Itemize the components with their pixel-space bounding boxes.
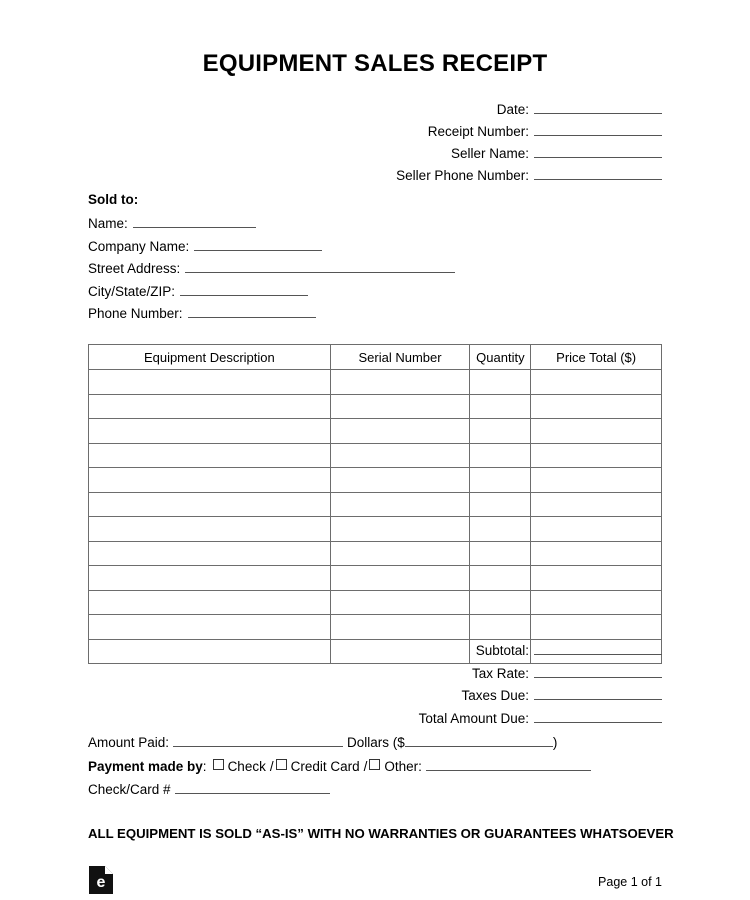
table-row xyxy=(89,394,662,419)
field-total-amount-due-input[interactable] xyxy=(534,709,662,723)
field-buyer-name-input[interactable] xyxy=(133,214,256,228)
table-row xyxy=(89,443,662,468)
field-tax-rate-label: Tax Rate: xyxy=(471,665,529,681)
cell-serial-number[interactable] xyxy=(330,468,470,493)
separator-1: / xyxy=(269,758,274,774)
amount-paid-numeric-input[interactable] xyxy=(405,733,553,747)
field-company-name xyxy=(88,237,648,260)
amount-paid-label: Amount Paid: xyxy=(88,735,170,750)
cell-serial-number[interactable] xyxy=(330,492,470,517)
field-street-address xyxy=(88,259,648,282)
cell-quantity[interactable] xyxy=(470,394,531,419)
checkbox-other[interactable] xyxy=(369,759,380,770)
field-seller-name-input[interactable] xyxy=(534,144,662,158)
option-other-label: Other: xyxy=(384,758,422,774)
cell-quantity[interactable] xyxy=(470,615,531,640)
field-total-amount-due xyxy=(90,709,662,732)
field-date xyxy=(90,100,662,122)
table-row xyxy=(89,468,662,493)
page-number: Page 1 of 1 xyxy=(598,875,662,889)
table-row xyxy=(89,370,662,395)
svg-text:e: e xyxy=(96,874,106,891)
cell-equipment-description[interactable] xyxy=(89,468,331,493)
cell-price-total[interactable] xyxy=(531,419,662,444)
field-street-address-label: Street Address: xyxy=(88,261,181,276)
table-row xyxy=(89,566,662,591)
field-buyer-name-label: Name: xyxy=(88,216,128,231)
option-check-label: Check xyxy=(227,758,266,774)
field-company-name-input[interactable] xyxy=(194,237,322,251)
eforms-document-icon xyxy=(89,866,113,894)
amount-paid-words-input[interactable] xyxy=(173,733,343,747)
field-subtotal-label: Subtotal: xyxy=(475,643,529,658)
cell-quantity[interactable] xyxy=(470,492,531,517)
column-header-equipment-description: Equipment Description xyxy=(89,345,331,370)
field-subtotal xyxy=(90,641,662,664)
header-fields-group xyxy=(90,100,662,188)
column-header-quantity: Quantity xyxy=(470,345,531,370)
cell-quantity[interactable] xyxy=(470,468,531,493)
option-credit-card-label: Credit Card xyxy=(290,758,360,774)
field-subtotal-input[interactable] xyxy=(534,641,662,655)
field-tax-rate xyxy=(90,664,662,687)
cell-price-total[interactable] xyxy=(531,566,662,591)
table-row xyxy=(89,492,662,517)
check-card-number-row xyxy=(88,780,668,804)
field-buyer-name xyxy=(88,214,648,237)
column-header-serial-number: Serial Number xyxy=(330,345,470,370)
table-row xyxy=(89,590,662,615)
field-city-state-zip-input[interactable] xyxy=(180,282,308,296)
field-seller-name-label: Seller Name: xyxy=(450,146,529,161)
table-row xyxy=(89,419,662,444)
cell-serial-number[interactable] xyxy=(330,590,470,615)
cell-equipment-description[interactable] xyxy=(89,517,331,542)
cell-price-total[interactable] xyxy=(531,615,662,640)
cell-quantity[interactable] xyxy=(470,566,531,591)
cell-equipment-description[interactable] xyxy=(89,443,331,468)
option-other-input[interactable] xyxy=(426,757,591,771)
sold-to-heading: Sold to: xyxy=(88,192,139,207)
cell-serial-number[interactable] xyxy=(330,541,470,566)
cell-serial-number[interactable] xyxy=(330,370,470,395)
field-city-state-zip xyxy=(88,282,648,305)
cell-price-total[interactable] xyxy=(531,590,662,615)
cell-equipment-description[interactable] xyxy=(89,590,331,615)
payment-made-by-label: Payment made by xyxy=(88,758,203,774)
amount-paid-row xyxy=(88,733,668,757)
payment-method-row xyxy=(88,757,668,781)
separator-2: / xyxy=(363,758,368,774)
cell-serial-number[interactable] xyxy=(330,394,470,419)
table-row xyxy=(89,541,662,566)
field-company-name-label: Company Name: xyxy=(88,238,190,254)
cell-equipment-description[interactable] xyxy=(89,615,331,640)
cell-equipment-description[interactable] xyxy=(89,541,331,566)
cell-price-total[interactable] xyxy=(531,492,662,517)
cell-price-total[interactable] xyxy=(531,443,662,468)
field-receipt-number-input[interactable] xyxy=(534,122,662,136)
cell-equipment-description[interactable] xyxy=(89,492,331,517)
cell-price-total[interactable] xyxy=(531,394,662,419)
cell-equipment-description[interactable] xyxy=(89,394,331,419)
table-row xyxy=(89,517,662,542)
cell-serial-number[interactable] xyxy=(330,517,470,542)
cell-quantity[interactable] xyxy=(470,590,531,615)
field-buyer-phone-input[interactable] xyxy=(188,304,316,318)
column-header-price-total: Price Total ($) xyxy=(531,345,662,370)
cell-quantity[interactable] xyxy=(470,419,531,444)
cell-price-total[interactable] xyxy=(531,468,662,493)
field-seller-phone-input[interactable] xyxy=(534,166,662,180)
as-is-disclaimer: ALL EQUIPMENT IS SOLD “AS-IS” WITH NO WARRANTIES OR GUARANTEES WHATSOEVER xyxy=(88,826,674,841)
cell-quantity[interactable] xyxy=(470,370,531,395)
payment-section xyxy=(88,733,668,804)
checkbox-check[interactable] xyxy=(213,759,224,770)
field-buyer-phone-label: Phone Number: xyxy=(88,306,183,321)
field-receipt-number-label: Receipt Number: xyxy=(427,124,529,139)
sold-to-section xyxy=(88,192,648,327)
field-taxes-due-label: Taxes Due: xyxy=(461,688,529,703)
cell-price-total[interactable] xyxy=(531,370,662,395)
field-seller-phone-label: Seller Phone Number: xyxy=(396,168,529,183)
table-row xyxy=(89,615,662,640)
cell-quantity[interactable] xyxy=(470,443,531,468)
cell-equipment-description[interactable] xyxy=(89,370,331,395)
cell-equipment-description[interactable] xyxy=(89,419,331,444)
field-seller-name xyxy=(90,144,662,166)
table-header-row xyxy=(89,345,662,370)
field-date-input[interactable] xyxy=(534,100,662,114)
field-date-label: Date: xyxy=(496,102,529,117)
field-taxes-due xyxy=(90,686,662,709)
dollars-close-paren: ) xyxy=(552,735,558,750)
totals-section xyxy=(90,641,662,731)
field-city-state-zip-label: City/State/ZIP: xyxy=(88,283,176,299)
check-card-number-label: Check/Card # xyxy=(88,782,171,797)
cell-quantity[interactable] xyxy=(470,541,531,566)
cell-equipment-description[interactable] xyxy=(89,566,331,591)
cell-serial-number[interactable] xyxy=(330,615,470,640)
cell-serial-number[interactable] xyxy=(330,566,470,591)
field-street-address-input[interactable] xyxy=(185,259,455,273)
cell-serial-number[interactable] xyxy=(330,419,470,444)
dollars-label: Dollars ($ xyxy=(347,735,405,750)
equipment-items-table xyxy=(88,344,662,664)
table-body xyxy=(89,370,662,664)
cell-quantity[interactable] xyxy=(470,517,531,542)
checkbox-credit-card[interactable] xyxy=(276,759,287,770)
check-card-number-input[interactable] xyxy=(175,780,330,794)
cell-price-total[interactable] xyxy=(531,517,662,542)
field-total-amount-due-label: Total Amount Due: xyxy=(418,710,529,726)
payment-made-by-colon: : xyxy=(202,758,207,774)
page-title: EQUIPMENT SALES RECEIPT xyxy=(202,50,548,77)
cell-price-total[interactable] xyxy=(531,541,662,566)
field-taxes-due-input[interactable] xyxy=(534,686,662,700)
field-buyer-phone xyxy=(88,304,648,327)
field-tax-rate-input[interactable] xyxy=(534,664,662,678)
cell-serial-number[interactable] xyxy=(330,443,470,468)
field-receipt-number xyxy=(90,122,662,144)
field-seller-phone xyxy=(90,166,662,188)
